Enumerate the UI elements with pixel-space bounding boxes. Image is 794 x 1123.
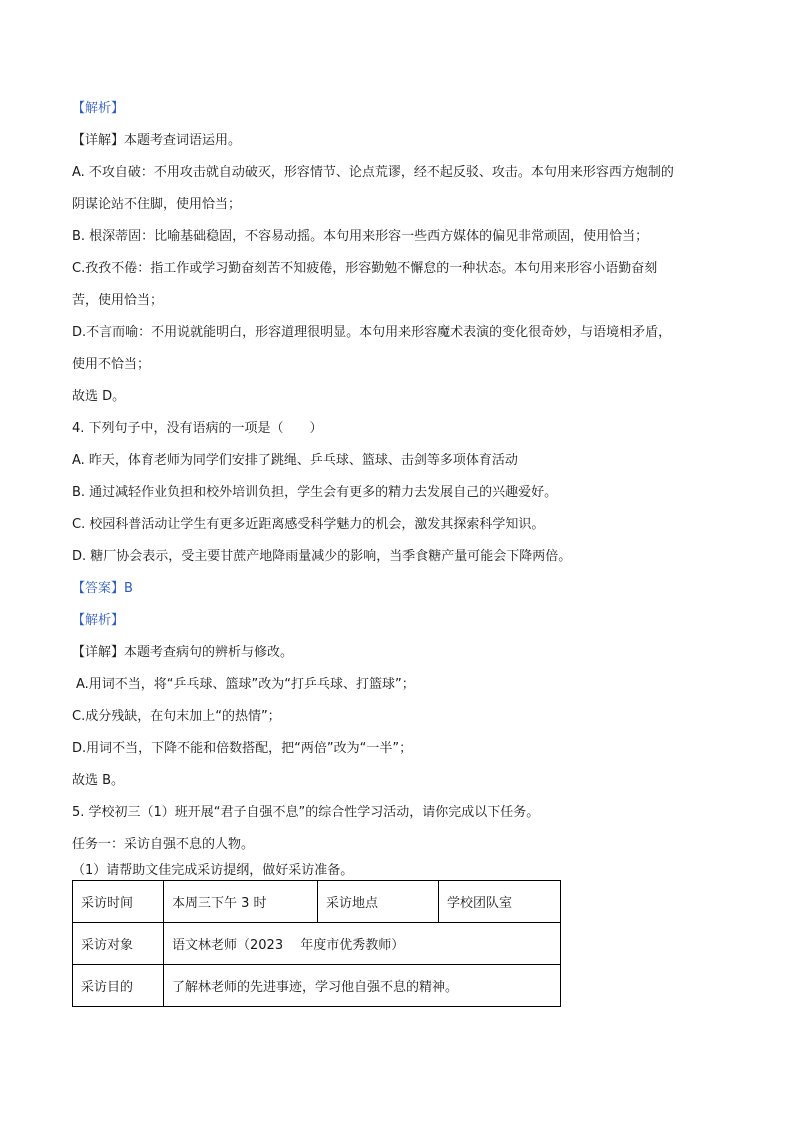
table-row — [73, 881, 561, 923]
text-line: A. 不攻自破：不用攻击就自动破灭，形容情节、论点荒谬，经不起反驳、攻击。本句用来形容西方炮制的 — [72, 165, 674, 180]
table-cell: 了解林老师的先进事迹，学习他自强不息的精神。 — [164, 965, 561, 1007]
text-line: （1）请帮助文佳完成采访提纲，做好采访准备。 — [72, 863, 354, 878]
text-line: C.孜孜不倦：指工作或学习勤奋刻苦不知疲倦，形容勤勉不懈怠的一种状态。本句用来形容小语勤奋刻 — [72, 261, 658, 276]
text-line: C. 校园科普活动让学生有更多近距离感受科学魅力的机会，激发其探索科学知识。 — [72, 517, 545, 532]
table-cell: 采访对象 — [73, 923, 164, 965]
text-line: 任务一：采访自强不息的人物。 — [72, 837, 255, 852]
table-cell: 采访地点 — [318, 881, 439, 923]
table-cell: 采访目的 — [73, 965, 164, 1007]
text-line: C.成分残缺，在句末加上“的热情”； — [72, 709, 281, 724]
text-line: D.用词不当，下降不能和倍数搭配，把“两倍”改为“一半”； — [72, 741, 413, 756]
text-line: D.不言而喻：不用说就能明白，形容道理很明显。本句用来形容魔术表演的变化很奇妙，与语境相矛盾， — [72, 325, 672, 340]
text-line: A. 昨天，体育老师为同学们安排了跳绳、乒乓球、篮球、击剑等多项体育活动 — [72, 453, 518, 468]
interview-table — [72, 880, 561, 1007]
text-line: B. 通过减轻作业负担和校外培训负担，学生会有更多的精力去发展自己的兴趣爱好。 — [72, 485, 558, 500]
table-cell: 学校团队室 — [439, 881, 561, 923]
table-row — [73, 965, 561, 1007]
text-line: 【详解】本题考查词语运用。 — [72, 133, 242, 148]
text-line: 【解析】 — [72, 101, 125, 116]
text-line: 故选 B。 — [72, 773, 125, 788]
table-row — [73, 923, 561, 965]
text-line: A.用词不当，将“乒乓球、篮球”改为“打乒乓球、打篮球”； — [76, 677, 415, 692]
text-line: 阴谋论站不住脚，使用恰当； — [72, 197, 242, 212]
text-line: 使用不恰当； — [72, 357, 151, 372]
text-line: 5. 学校初三（1）班开展“君子自强不息”的综合性学习活动，请你完成以下任务。 — [72, 805, 540, 820]
text-line: B. 根深蒂固：比喻基础稳固，不容易动摇。本句用来形容一些西方媒体的偏见非常顽固，使用恰当； — [72, 229, 649, 244]
text-line: D. 糖厂协会表示，受主要甘蔗产地降雨量减少的影响，当季食糖产量可能会下降两倍。 — [72, 549, 572, 564]
text-line: 【解析】 — [72, 613, 125, 628]
text-line: 【答案】B — [72, 581, 133, 596]
table-cell: 语文林老师（2023 年度市优秀教师） — [164, 923, 561, 965]
table-cell: 本周三下午 3 时 — [164, 881, 318, 923]
table-cell: 采访时间 — [73, 881, 164, 923]
text-line: 苦，使用恰当； — [72, 293, 164, 308]
text-line: 【详解】本题考查病句的辨析与修改。 — [72, 645, 294, 660]
text-line: 4. 下列句子中，没有语病的一项是（ ） — [72, 421, 323, 436]
text-line: 故选 D。 — [72, 389, 126, 404]
